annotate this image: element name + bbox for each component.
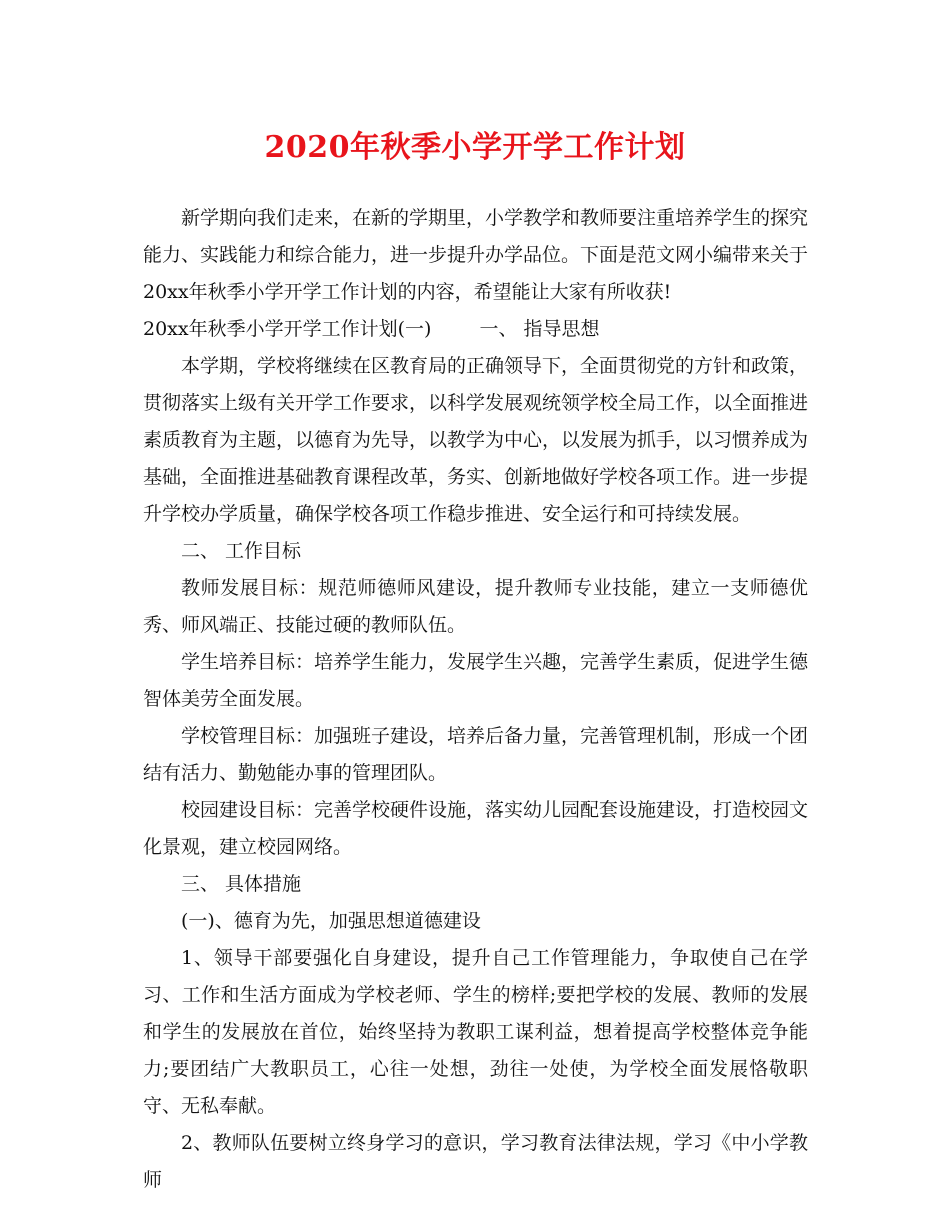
goal-campus-paragraph: 校园建设目标：完善学校硬件设施，落实幼儿园配套设施建设，打造校园文化景观，建立校园网络。	[143, 799, 809, 858]
measure1-item2-paragraph: 2、教师队伍要树立终身学习的意识，学习教育法律法规，学习《中小学教师	[143, 1132, 808, 1191]
intro-paragraph: 新学期向我们走来，在新的学期里，小学教学和教师要注重培养学生的探究能力、实践能力和综合能力，进一步提升办学品位。下面是范文网小编带来关于20xx年秋季小学开学工作计划的内容，希望能让大家有所收获!	[143, 207, 809, 303]
goal-management-paragraph: 学校管理目标：加强班子建设，培养后备力量，完善管理机制，形成一个团结有活力、勤勉能办事的管理团队。	[143, 725, 809, 784]
measure1-item1-paragraph: 1、领导干部要强化自身建设，提升自己工作管理能力，争取使自己在学习、工作和生活方面成为学校老师、学生的榜样;要把学校的发展、教师的发展和学生的发展放在首位，始终坚持为教职工谋利益，想着提高学校整体竞争能力;要团结广大教职员工，心往一处想，劲往一处使，为学校全面发展恪敬职守、无私奉献。	[143, 947, 808, 1117]
document-title: 2020年秋季小学开学工作计划	[264, 130, 686, 165]
goal-teacher-paragraph: 教师发展目标：规范师德师风建设，提升教师专业技能，建立一支师德优秀、师风端正、技能过硬的教师队伍。	[143, 577, 808, 636]
measure1-heading: (一)、德育为先，加强思想道德建设	[181, 910, 481, 932]
document-body	[143, 200, 808, 1199]
goal-student-paragraph: 学生培养目标：培养学生能力，发展学生兴趣，完善学生素质，促进学生德智体美劳全面发展。	[143, 651, 809, 710]
plan-heading: 20xx年秋季小学开学工作计划(一)	[143, 318, 432, 340]
section2-heading: 二、 工作目标	[181, 540, 302, 562]
section1-paragraph: 本学期，学校将继续在区教育局的正确领导下，全面贯彻党的方针和政策，贯彻落实上级有关开学工作要求，以科学发展观统领学校全局工作，以全面推进素质教育为主题，以德育为先导，以教学为中心，以发展为抓手，以习惯养成为基础，全面推进基础教育课程改革，务实、创新地做好学校各项工作。进一步提升学校办学质量，确保学校各项工作稳步推进、安全运行和可持续发展。	[143, 355, 809, 525]
section3-heading: 三、 具体措施	[181, 873, 302, 895]
section1-heading: 一、 指导思想	[479, 318, 600, 340]
plan-heading-line	[143, 311, 808, 348]
